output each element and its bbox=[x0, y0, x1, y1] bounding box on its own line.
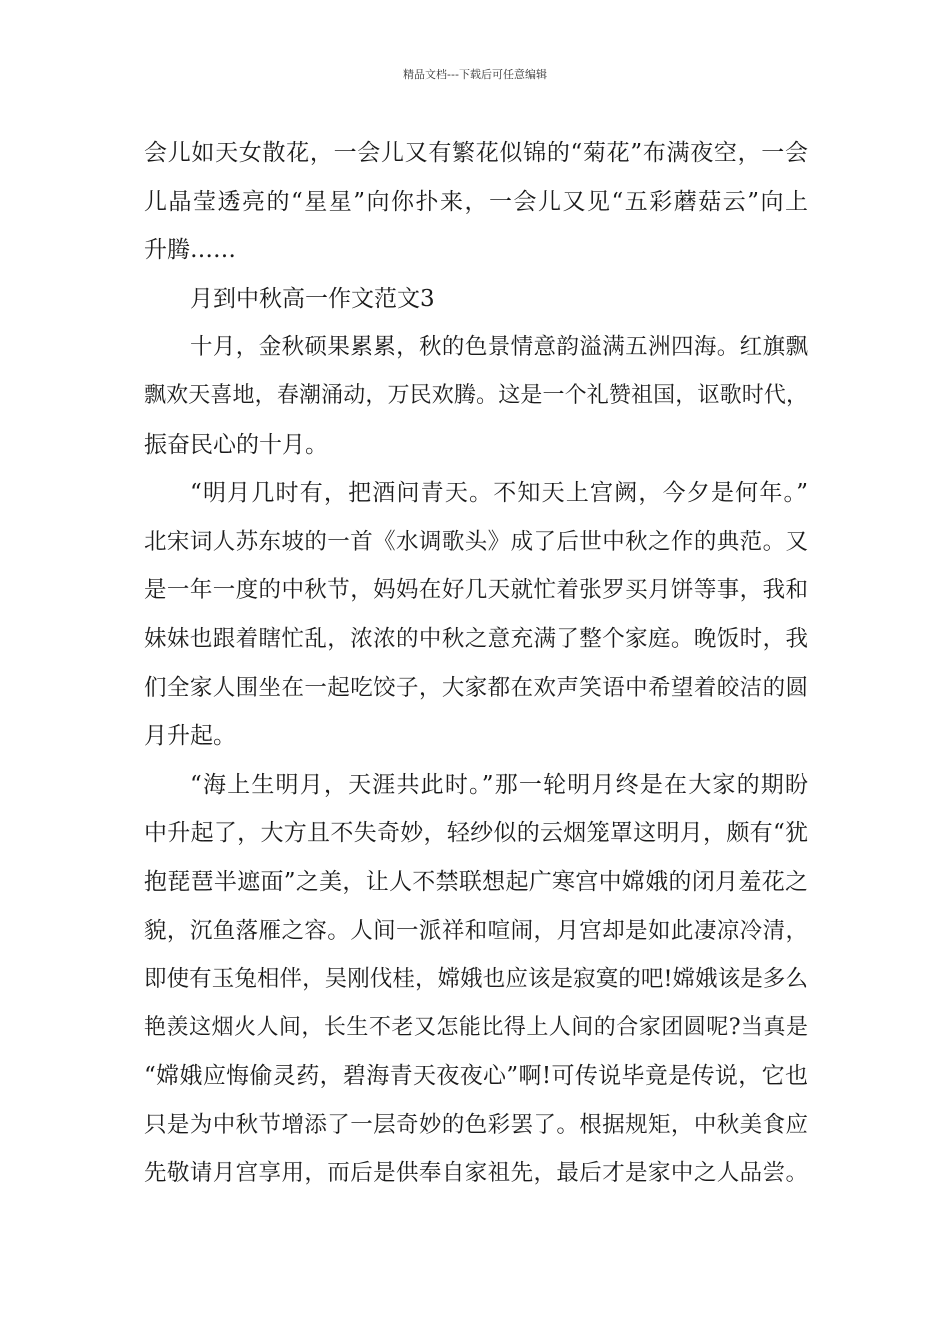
document-body bbox=[144, 129, 808, 1198]
text-line-20: “嫦娥应悔偷灵药，碧海青天夜夜心”啊!可传说毕竟是传说，它也 bbox=[144, 1063, 808, 1090]
text-line-2: 儿晶莹透亮的“星星”向你扑来，一会儿又见“五彩蘑菇云”向上 bbox=[144, 188, 808, 215]
text-line-1: 会儿如天女散花，一会儿又有繁花似锦的“菊花”布满夜空，一会 bbox=[144, 140, 808, 166]
text-line-19: 艳羡这烟火人间，长生不老又怎能比得上人间的合家团圆呢?当真是 bbox=[144, 1014, 808, 1040]
text-line-15: 中升起了，大方且不失奇妙，轻纱似的云烟笼罩这明月，颇有“犹 bbox=[144, 820, 808, 847]
text-line-8: “明月几时有，把酒问青天。不知天上宫阙，今夕是何年。” bbox=[190, 480, 808, 507]
text-line-18: 即使有玉兔相伴，吴刚伐桂，嫦娥也应该是寂寞的吧!嫦娥该是多么 bbox=[144, 966, 808, 993]
text-line-21: 只是为中秋节增添了一层奇妙的色彩罢了。根据规矩，中秋美食应 bbox=[144, 1111, 808, 1138]
text-line-10: 是一年一度的中秋节，妈妈在好几天就忙着张罗买月饼等事，我和 bbox=[144, 577, 808, 604]
text-line-11: 妹妹也跟着瞎忙乱，浓浓的中秋之意充满了整个家庭。晚饭时，我 bbox=[144, 625, 808, 652]
text-line-16: 抱琵琶半遮面”之美，让人不禁联想起广寒宫中嫦娥的闭月羞花之 bbox=[144, 868, 808, 895]
section-title: 月到中秋高一作文范文3 bbox=[190, 285, 435, 312]
text-line-7: 振奋民心的十月。 bbox=[144, 431, 328, 458]
text-line-14: “海上生明月，天涯共此时。”那一轮明月终是在大家的期盼 bbox=[190, 771, 808, 798]
text-line-6: 飘欢天喜地，春潮涌动，万民欢腾。这是一个礼赞祖国，讴歌时代， bbox=[144, 382, 808, 408]
page-header: 精品文档---下载后可任意编辑 bbox=[403, 68, 547, 81]
text-line-12: 们全家人围坐在一起吃饺子，大家都在欢声笑语中希望着皎洁的圆 bbox=[144, 674, 808, 701]
text-line-5: 十月，金秋硕果累累，秋的色景情意韵溢满五洲四海。红旗飘 bbox=[190, 334, 808, 361]
text-line-3: 升腾…… bbox=[144, 237, 236, 264]
text-line-13: 月升起。 bbox=[144, 723, 236, 750]
text-line-9: 北宋词人苏东坡的一首《水调歌头》成了后世中秋之作的典范。又 bbox=[144, 528, 808, 555]
text-line-17: 貌，沉鱼落雁之容。人间一派祥和喧闹，月宫却是如此凄凉冷清， bbox=[144, 917, 808, 944]
text-line-22: 先敬请月宫享用，而后是供奉自家祖先，最后才是家中之人品尝。 bbox=[144, 1160, 808, 1187]
